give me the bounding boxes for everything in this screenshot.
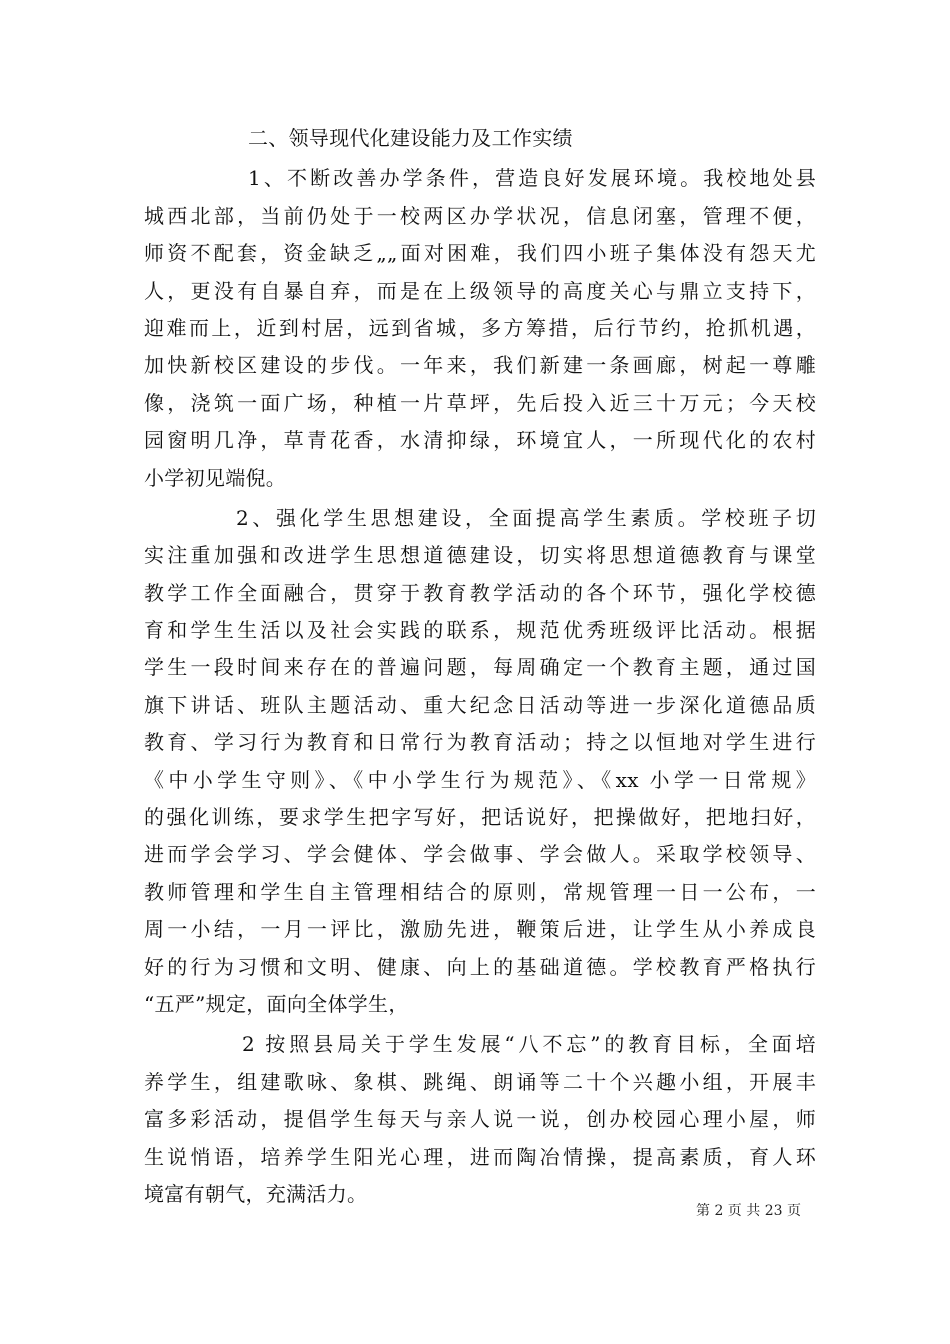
paragraph-1: [144, 160, 816, 497]
paragraph-line: 师资不配套，资金缺乏„„面对困难，我们四小班子集体没有怨天尤: [144, 241, 816, 266]
paragraph-line: 2 按照县局关于学生发展“八不忘”的教育目标，全面培: [242, 1032, 816, 1057]
paragraph-line: 富多彩活动，提倡学生每天与亲人说一说，创办校园心理小屋，师: [144, 1107, 816, 1132]
paragraph-line: “五严”规定，面向全体学生，: [144, 991, 409, 1016]
paragraph-line: 进而学会学习、学会健体、学会做事、学会做人。采取学校领导、: [144, 842, 816, 867]
paragraph-line: 迎难而上，近到村居，远到省城，多方筹措，后行节约，抢抓机遇，: [144, 315, 816, 340]
page-number: 第 2 页 共 23 页: [696, 1203, 801, 1219]
paragraph-line: 生说悄语，培养学生阳光心理，进而陶冶情操，提高素质，育人环: [144, 1144, 816, 1169]
paragraph-line: 学生一段时间来存在的普遍问题，每周确定一个教育主题，通过国: [144, 655, 816, 680]
paragraph-line: 好的行为习惯和文明、健康、向上的基础道德。学校教育严格执行: [144, 954, 816, 979]
paragraph-line: 加快新校区建设的步伐。一年来，我们新建一条画廊，树起一尊雕: [144, 353, 816, 378]
paragraph-line: 旗下讲话、班队主题活动、重大纪念日活动等进一步深化道德品质: [144, 692, 816, 717]
paragraph-line: 实注重加强和改进学生思想道德建设，切实将思想道德教育与课堂: [144, 543, 816, 568]
paragraph-line: 养学生，组建歌咏、象棋、跳绳、朗诵等二十个兴趣小组，开展丰: [144, 1069, 816, 1094]
paragraph-line: 城西北部，当前仍处于一校两区办学状况，信息闭塞，管理不便，: [144, 203, 816, 228]
paragraph-line: 教育、学习行为教育和日常行为教育活动；持之以恒地对学生进行: [144, 730, 816, 755]
paragraph-line: 人，更没有自暴自弃，而是在上级领导的高度关心与鼎立支持下，: [144, 278, 816, 303]
paragraph-3: [144, 1026, 816, 1213]
paragraph-line: 像，浇筑一面广场，种植一片草坪，先后投入近三十万元；今天校: [144, 390, 816, 415]
paragraph-line: 园窗明几净，草青花香，水清抑绿，环境宜人，一所现代化的农村: [144, 428, 816, 453]
paragraph-2: [144, 500, 816, 1023]
section-heading: 二、领导现代化建设能力及工作实绩: [248, 126, 573, 150]
paragraph-line: 《中小学生守则》、《中小学生行为规范》、《xx 小学一日常规》: [144, 767, 816, 792]
paragraph-line: 小学初见端倪。: [144, 465, 287, 490]
paragraph-line: 教学工作全面融合，贯穿于教育教学活动的各个环节，强化学校德: [144, 580, 816, 605]
paragraph-line: 教师管理和学生自主管理相结合的原则，常规管理一日一公布，一: [144, 879, 816, 904]
paragraph-line: 育和学生生活以及社会实践的联系，规范优秀班级评比活动。根据: [144, 618, 816, 643]
paragraph-line: 的强化训练，要求学生把字写好，把话说好，把操做好，把地扫好，: [144, 805, 816, 830]
paragraph-line: 周一小结，一月一评比，激励先进，鞭策后进，让学生从小养成良: [144, 917, 816, 942]
paragraph-line: 2、强化学生思想建设，全面提高学生素质。学校班子切: [236, 505, 816, 530]
document-body: [144, 120, 816, 1213]
paragraph-line: 境富有朝气，充满活力。: [144, 1181, 368, 1206]
paragraph-line: 1、不断改善办学条件，营造良好发展环境。我校地处县: [248, 166, 816, 191]
